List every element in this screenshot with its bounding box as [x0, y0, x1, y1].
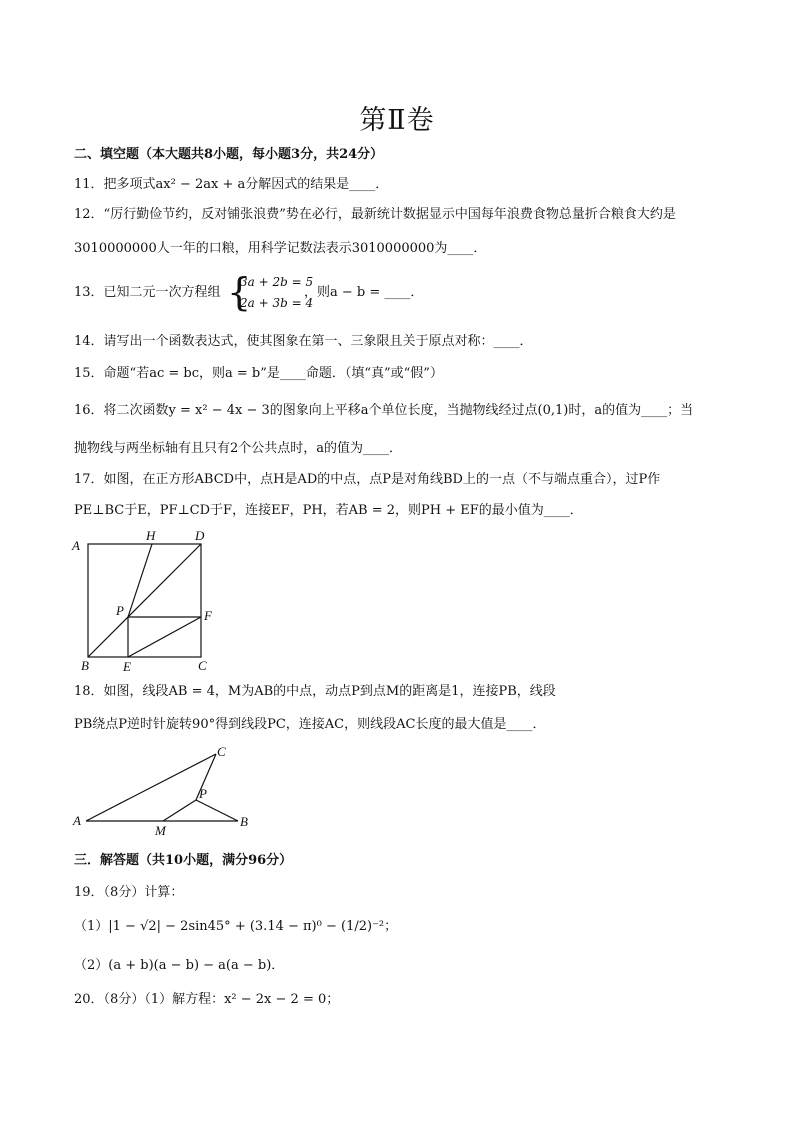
section-3-header: 三．解答题（共10小题，满分96分）	[74, 853, 293, 868]
question-17-line1: 17．如图，在正方形ABCD中，点H是AD的中点，点P是对角线BD上的一点（不与端点重合），过P作	[74, 472, 661, 487]
label-e: E	[123, 659, 131, 674]
label-b: B	[240, 814, 248, 829]
question-16-line2: 抛物线与两坐标轴有且只有2个公共点时，a的值为____．	[74, 441, 403, 456]
segment-ph	[128, 544, 152, 617]
question-19: 19．（8分）计算：	[74, 885, 184, 900]
label-b: B	[81, 658, 89, 673]
figure-18-segments	[66, 740, 266, 840]
question-14: 14．请写出一个函数表达式，使其图象在第一、三象限且关于原点对称：____．	[74, 334, 533, 349]
equation-1: 3a + 2b = 5	[240, 275, 314, 289]
question-16-line1: 16．将二次函数y = x² − 4x − 3的图象向上平移a个单位长度，当抛物线经过点(0,1)时，a的值为____；当	[74, 403, 694, 418]
question-19-part-1: （1）|1 − √2| − 2sin45° + (3.14 − π)⁰ − (1/2)⁻²；	[74, 919, 398, 934]
question-12-line1: 12．“厉行勤俭节约，反对铺张浪费”势在必行，最新统计数据显示中国每年浪费食物总量折合粮食大约是	[74, 207, 676, 222]
question-15: 15．命题“若ac = bc，则a = b”是____命题．（填“真”或“假”）	[74, 366, 443, 381]
question-18-line1: 18．如图，线段AB = 4，M为AB的中点，动点P到点M的距离是1，连接PB，线段	[74, 684, 556, 699]
diagonal-bd	[88, 544, 201, 657]
label-h: H	[146, 528, 156, 543]
label-c: C	[217, 744, 226, 759]
question-17-line2: PE⊥BC于E，PF⊥CD于F，连接EF，PH，若AB = 2，则PH + EF的最小值为____．	[74, 503, 583, 518]
segment-pb	[196, 800, 238, 821]
equation-2: 2a + 3b = 4	[240, 296, 314, 310]
question-12-line2: 3010000000人一年的口粮，用科学记数法表示3010000000为____．	[74, 241, 487, 256]
question-13-lead: 13．已知二元一次方程组	[74, 285, 221, 300]
segment-mp	[163, 800, 196, 821]
question-19-part-2: （2）(a + b)(a − b) − a(a − b)．	[74, 958, 285, 973]
label-d: D	[195, 528, 205, 543]
label-a: A	[73, 813, 81, 828]
label-p: P	[199, 786, 207, 801]
label-c: C	[198, 658, 207, 673]
question-13-tail: ，则a − b = ____．	[304, 285, 424, 300]
segment-ef	[128, 617, 201, 657]
label-p: P	[116, 603, 124, 618]
label-a: A	[72, 538, 80, 553]
page-title: 第Ⅱ卷	[359, 105, 435, 136]
equation-system-brace: {	[227, 270, 252, 314]
label-m: M	[155, 823, 166, 838]
question-18-line2: PB绕点P逆时针旋转90°得到线段PC，连接AC，则线段AC长度的最大值是____．	[74, 717, 546, 732]
question-11: 11．把多项式ax² − 2ax + a分解因式的结果是____．	[74, 177, 389, 192]
section-2-header: 二、填空题（本大题共8小题，每小题3分，共24分）	[74, 147, 384, 162]
segment-ac	[86, 754, 216, 821]
label-f: F	[204, 608, 212, 623]
question-20: 20．（8分）（1）解方程：x² − 2x − 2 = 0；	[74, 992, 340, 1007]
figure-17-square	[66, 528, 226, 678]
